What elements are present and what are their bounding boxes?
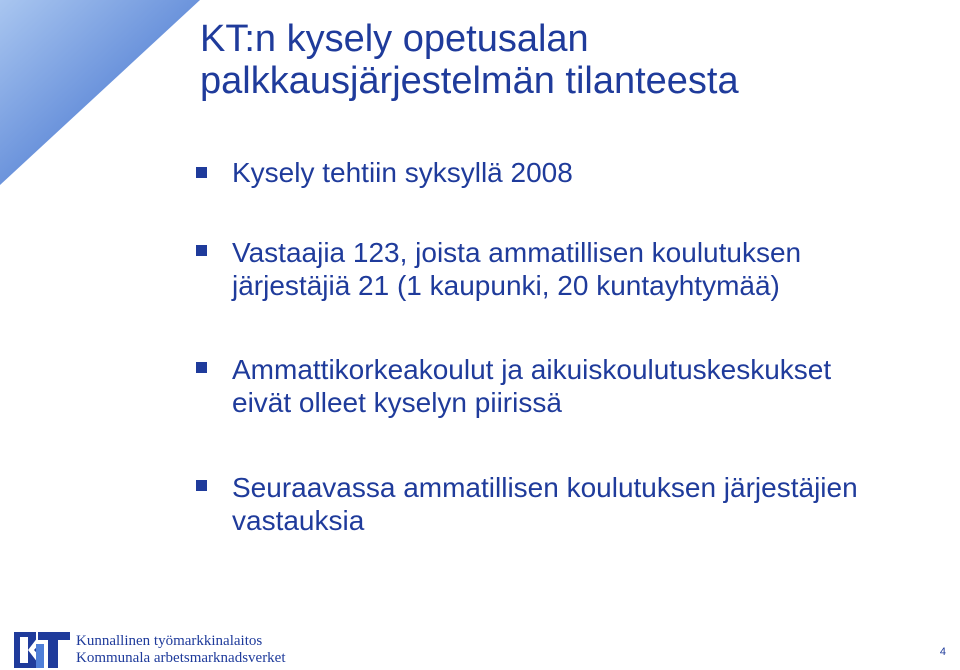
bullet-text — [232, 156, 952, 189]
page-number: 4 — [939, 646, 946, 658]
bullet-line: Kysely tehtiin syksyllä 2008 — [232, 157, 573, 188]
bullet-line: eivät olleet kyselyn piirissä — [232, 387, 562, 418]
bullet-text — [232, 471, 952, 537]
kt-logo-icon — [14, 632, 70, 668]
bullet-square-icon — [196, 362, 207, 373]
bullet-text — [232, 236, 952, 302]
bullet-square-icon — [196, 245, 207, 256]
bullet-line: vastauksia — [232, 505, 365, 536]
bullet-square-icon — [196, 480, 207, 491]
slide-title-line: KT:n kysely opetusalan — [200, 18, 589, 60]
bullet-square-icon — [196, 167, 207, 178]
logo-line: Kunnallinen työmarkkinalaitos — [76, 633, 263, 649]
slide-title-line: palkkausjärjestelmän tilanteesta — [200, 60, 739, 102]
organization-logo — [14, 632, 304, 668]
bullet-text — [232, 353, 952, 419]
logo-text — [76, 633, 286, 667]
bullet-line: Vastaajia 123, joista ammatillisen koulutuksen — [232, 237, 802, 268]
bullet-line: Ammattikorkeakoulut ja aikuiskoulutuskeskukset — [232, 354, 832, 385]
bullet-line: järjestäjiä 21 (1 kaupunki, 20 kuntayhtymää) — [232, 270, 780, 301]
logo-line: Kommunala arbetsmarknadsverket — [76, 650, 286, 666]
bullet-line: Seuraavassa ammatillisen koulutuksen järjestäjien — [232, 472, 858, 503]
